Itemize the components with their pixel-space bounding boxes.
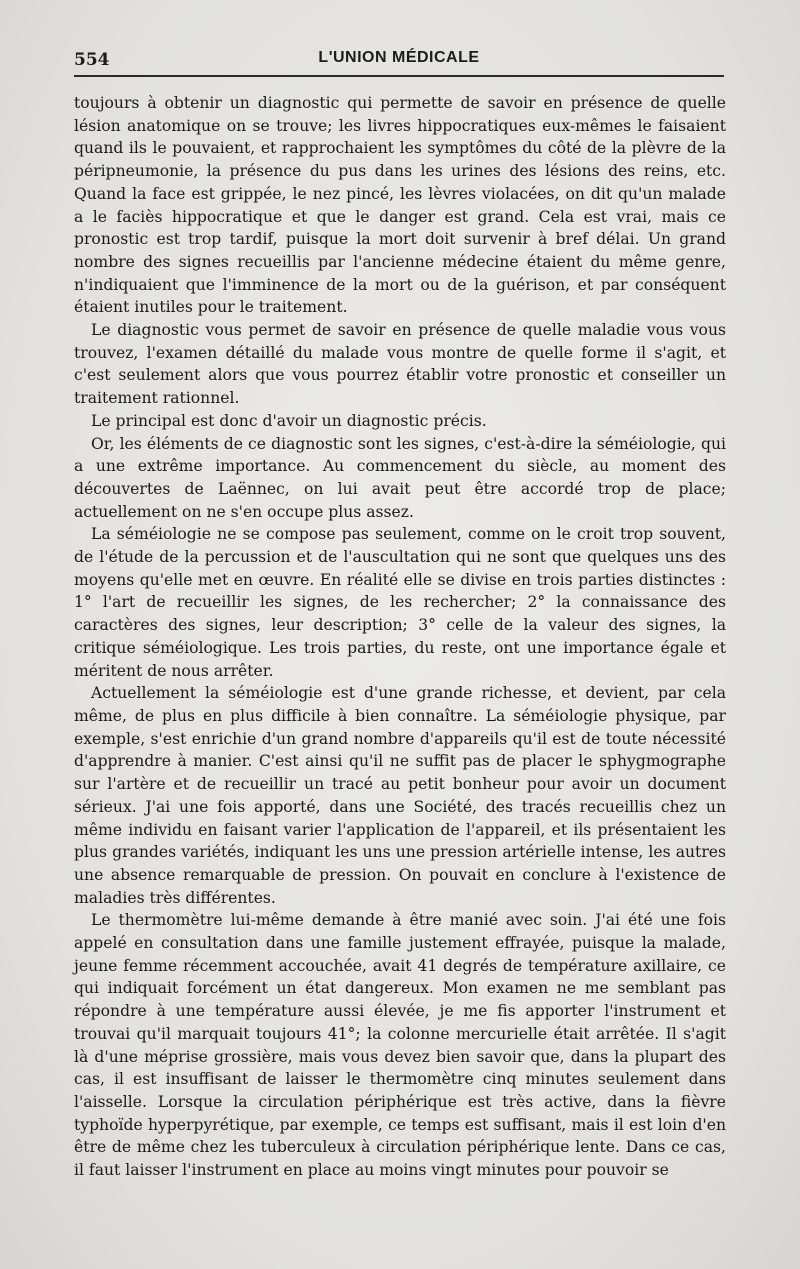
paragraph: Or, les éléments de ce diagnostic sont les signes, c'est-à-dire la séméiologie, qui a une extrême importance. Au commencement du siècle, au moment des découvertes de Laënnec, on lui avait peut être accordé trop de place; actuellement on ne s'en occupe plus assez. — [74, 434, 726, 521]
journal-title: L'UNION MÉDICALE — [318, 49, 480, 66]
paragraph: La séméiologie ne se compose pas seulement, comme on le croit trop souvent, de l'étude de la percussion et de l'auscultation qui ne sont que quelques uns des moyens qu'elle met en œuvre. En réalité elle se divise en trois parties distinctes : 1° l'art de recueillir les signes, de les rechercher; 2° la connaissance des caractères des signes, leur description; 3° celle de la valeur des signes, la critique séméiologique. Les trois parties, du reste, ont une importance égale et méritent de nous arrêter. — [74, 525, 726, 680]
header-rule — [74, 75, 724, 77]
page-number: 554 — [74, 50, 110, 70]
paragraph: Le principal est donc d'avoir un diagnostic précis. — [91, 411, 487, 430]
paragraph: Actuellement la séméiologie est d'une grande richesse, et devient, par cela même, de plus en plus difficile à bien connaître. La séméiologie physique, par exemple, s'est enrichie d'un grand nombre d'appareils qu'il est de toute nécessité d'apprendre à manier. C'est ainsi qu'il ne suffit pas de placer le sphygmographe sur l'artère et de recueillir un tracé au petit bonheur pour avoir un document sérieux. J'ai une fois apporté, dans une Société, des tracés recueillis chez un même individu en faisant varier l'application de l'appareil, et ils présentaient les plus grandes variétés, indiquant les uns une pression artérielle intense, les autres une absence remarquable de pression. On pouvait en conclure à l'existence de maladies très différentes. — [74, 684, 726, 907]
article-body — [74, 92, 726, 1182]
paragraph: Le thermomètre lui-même demande à être manié avec soin. J'ai été une fois appelé en consultation dans une famille justement effrayée, puisque la malade, jeune femme récemment accouchée, avait 41 degrés de température axillaire, ce qui indiquait forcément un état dangereux. Mon examen ne me semblant pas répondre à une température aussi élevée, je me fis apporter l'instrument et trouvai qu'il marquait toujours 41°; la colonne mercurielle était arrêtée. Il s'agit là d'une méprise grossière, mais vous devez bien savoir que, dans la plupart des cas, il est insuffisant de laisser le thermomètre cinq minutes seulement dans l'aisselle. Lorsque la circulation périphérique est très active, dans la fièvre typhoïde hyperpyrétique, par exemple, ce temps est suffisant, mais il est loin d'en être de même chez les tuberculeux à circulation périphérique lente. Dans ce cas, il faut laisser l'instrument en place au moins vingt minutes pour pouvoir se — [74, 911, 726, 1180]
running-header — [74, 44, 724, 72]
paragraph: toujours à obtenir un diagnostic qui permette de savoir en présence de quelle lésion anatomique on se trouve; les livres hippocratiques eux-mêmes le faisaient quand ils le pouvaient, et rapprochaient les symptômes du côté de la plèvre de la péripneumonie, la présence du pus dans les urines des lésions des reins, etc. Quand la face est grippée, le nez pincé, les lèvres violacées, on dit qu'un malade a le faciès hippocratique et que le danger est grand. Cela est vrai, mais ce pronostic est trop tardif, puisque la mort doit survenir à bref délai. Un grand nombre des signes recueillis par l'ancienne médecine étaient du même genre, n'indiquaient que l'imminence de la mort ou de la guérison, et par conséquent étaient inutiles pour le traitement. — [74, 94, 726, 317]
paragraph: Le diagnostic vous permet de savoir en présence de quelle maladie vous vous trouvez, l'examen détaillé du malade vous montre de quelle forme il s'agit, et c'est seulement alors que vous pourrez établir votre pronostic et conseiller un traitement rationnel. — [74, 321, 726, 408]
